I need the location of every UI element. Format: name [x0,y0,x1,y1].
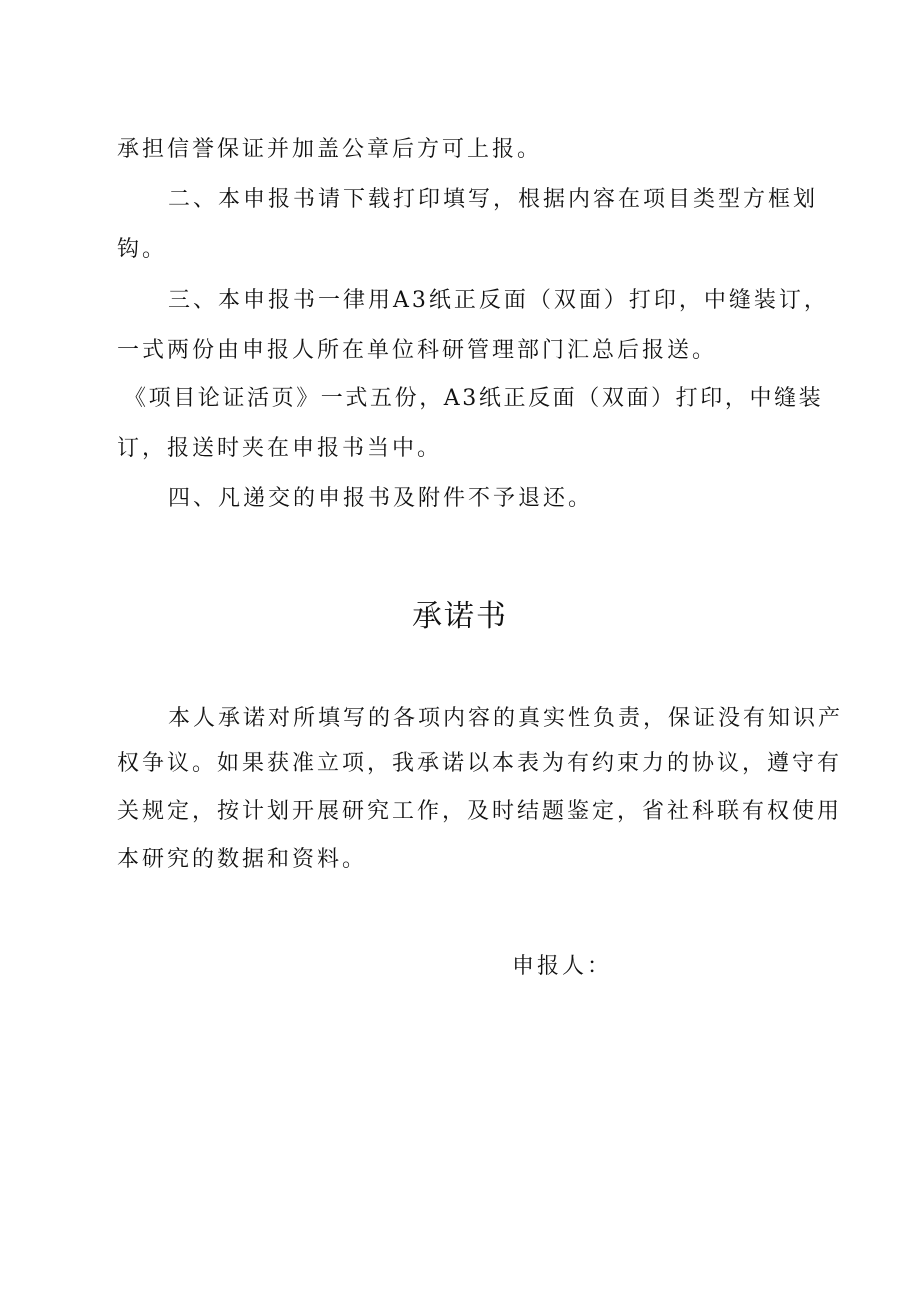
note-item-3-line-2: 一式两份由申报人所在单位科研管理部门汇总后报送。 [117,338,718,363]
note-item-2-line-2: 钩。 [117,237,168,262]
note-item-4-line-1: 四、凡递交的申报书及附件不予退还。 [168,486,594,511]
pledge-line-1: 本人承诺对所填写的各项内容的真实性负责，保证没有知识产 [168,706,844,731]
note-line-1: 承担信誉保证并加盖公章后方可上报。 [117,137,543,162]
pledge-title: 承诺书 [412,599,508,634]
note-item-3-line-1: 三、本申报书一律用A3纸正反面（双面）打印，中缝装订， [168,288,829,313]
note-item-3-line-3: 《项目论证活页》一式五份，A3纸正反面（双面）打印，中缝装 [124,386,824,411]
note-item-2-line-1: 二、本申报书请下载打印填写，根据内容在项目类型方框划 [168,187,819,212]
pledge-line-2: 权争议。如果获准立项，我承诺以本表为有约束力的协议，遵守有 [117,751,843,776]
pledge-line-4: 本研究的数据和资料。 [117,847,368,872]
pledge-line-3: 关规定，按计划开展研究工作，及时结题鉴定，省社科联有权使用 [117,799,843,824]
note-item-3-line-4: 订，报送时夹在申报书当中。 [117,436,443,461]
signer-label: 申报人： [512,954,613,979]
